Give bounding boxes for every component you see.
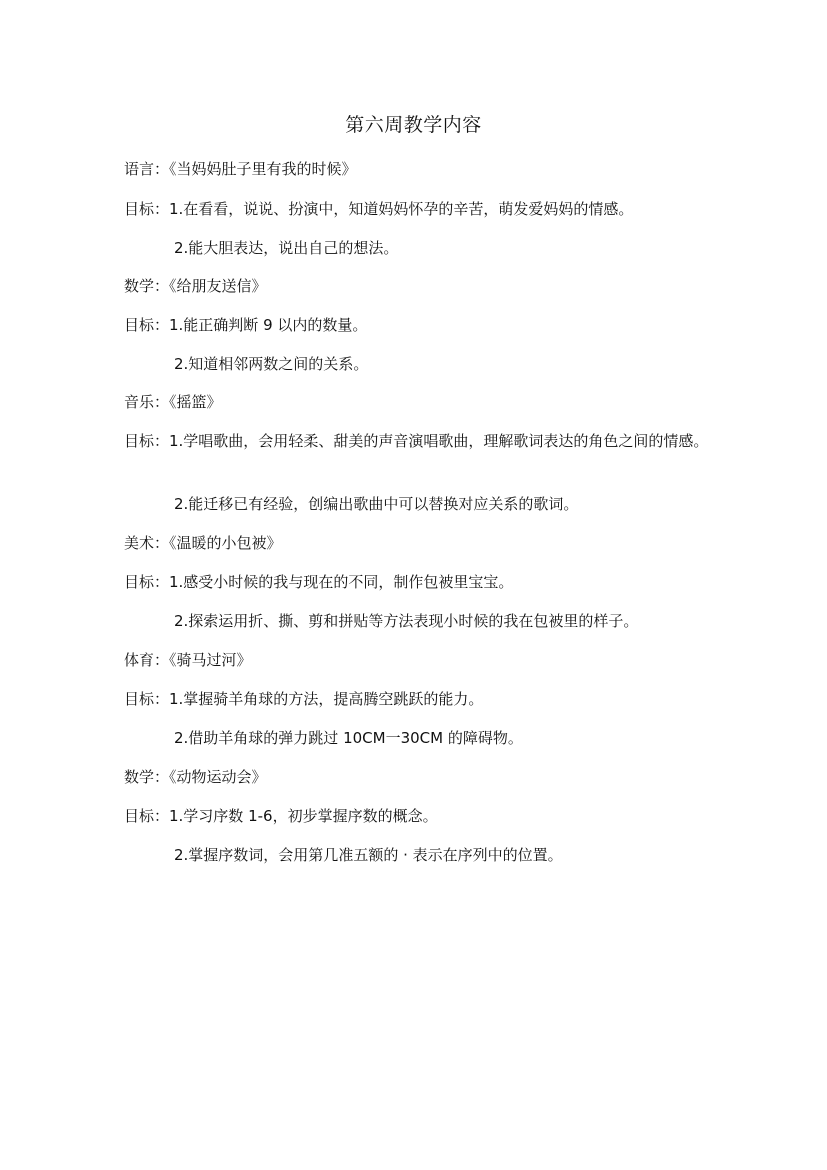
objective-line: 目标：1.在看看，说说、扮演中，知道妈妈怀孕的辛苦，萌发爱妈妈的情感。: [124, 200, 634, 218]
objective-line: 目标：1.学唱歌曲，会用轻柔、甜美的声音演唱歌曲，理解歌词表达的角色之间的情感。: [124, 432, 709, 450]
subject-pe-heading: 体育：《骑马过河》: [124, 651, 252, 669]
objective-line: 2.掌握序数词，会用第几准五额的 · 表示在序列中的位置。: [174, 846, 563, 864]
subject-art-heading: 美术：《温暖的小包被》: [124, 534, 282, 552]
page-title: 第六周教学内容: [345, 114, 482, 136]
objective-line: 2.知道相邻两数之间的关系。: [174, 355, 369, 373]
objective-line: 目标：1.掌握骑羊角球的方法，提高腾空跳跃的能力。: [124, 690, 484, 708]
subject-language-heading: 语言：《当妈妈肚子里有我的时候》: [124, 160, 357, 178]
objective-line: 2.借助羊角球的弹力跳过 10CM一30CM 的障碍物。: [174, 729, 523, 747]
objective-line: 目标：1.学习序数 1-6，初步掌握序数的概念。: [124, 807, 438, 825]
subject-music-heading: 音乐：《摇篮》: [124, 393, 222, 411]
objective-line: 2.探索运用折、撕、剪和拼贴等方法表现小时候的我在包被里的样子。: [174, 612, 639, 630]
objective-line: 目标：1.感受小时候的我与现在的不同，制作包被里宝宝。: [124, 573, 514, 591]
objective-line: 2.能大胆表达，说出自己的想法。: [174, 239, 399, 257]
objective-line: 目标：1.能正确判断 9 以内的数量。: [124, 316, 368, 334]
subject-math-heading: 数学：《动物运动会》: [124, 768, 267, 786]
subject-math-heading: 数学：《给朋友送信》: [124, 277, 267, 295]
objective-line: 2.能迁移已有经验，创编出歌曲中可以替换对应关系的歌词。: [174, 495, 579, 513]
